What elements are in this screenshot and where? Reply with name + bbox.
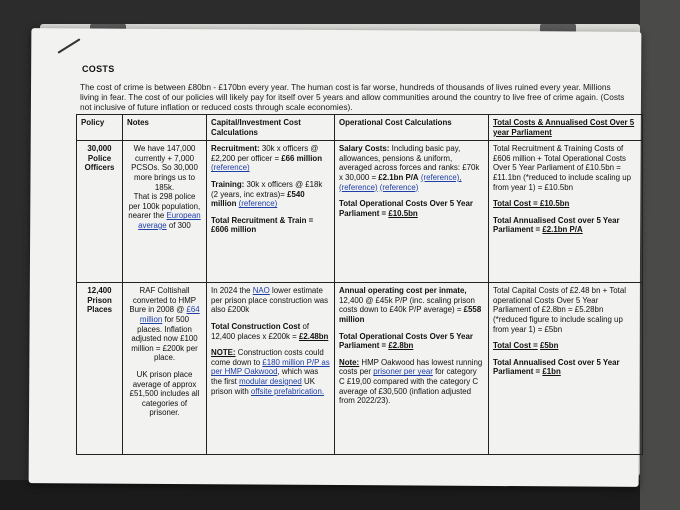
table-row-prison — [77, 283, 643, 455]
police-capital-cell: Recruitment: 30k x officers @ £2,200 per officer = £66 million (reference) Training: 30k x officers @ £18k (2 years, inc extras)= £540 million (reference) Total Recruitment & Train = £606 million — [207, 141, 335, 283]
prison-operational-cell: Annual operating cost per inmate, 12,400 @ £45k P/P (inc. scaling prison costs down to £40k P/P average) = £558 million Total Operational Costs Over 5 Year Parliament = £2.8bn Note: HMP Oakwood has lowest running costs per prisoner per year for category C £19,00 compared with the category C average of £30,500 (inflation adjusted from 2022/23). — [335, 283, 489, 455]
link-reference-recruitment[interactable]: (reference) — [211, 163, 250, 173]
header-notes: Notes — [123, 115, 207, 141]
table-header-row — [77, 115, 643, 141]
prison-capital-cell: In 2024 the NAO lower estimate per prison place construction was also £200k Total Construction Cost of 12,400 places x £200k = £2.48bn NOTE: Construction costs could come down to £180 million P/P as per HMP Oakwood, which was the first modular designed UK prison with offsite prefabrication. — [207, 283, 335, 455]
link-reference-salary-1[interactable]: (reference), — [420, 172, 462, 182]
prison-notes-cell: RAF Coltishall converted to HMP Bure in 2008 @ £64 million for 500 places. Inflation adjusted now £100 million = £200k per place. UK prison place average of approx £51,500 includes all categories of prisoner. — [123, 283, 207, 455]
header-operational: Operational Cost Calculations — [335, 115, 489, 141]
link-hmp-oakwood[interactable]: £180 million P/P as per HMP Oakwood — [211, 357, 330, 377]
intro-paragraph: The cost of crime is between £80bn - £170bn every year. The human cost is far worse, hundreds of thousands of lives ruined every year. Millions living in fear. The cost of our policies will likely pay for itself over 5 years and allow communities around the country to live free of crime again. (Costs not inclusive of future inflation or reduced costs through scale economies). — [80, 82, 625, 112]
page-heading: COSTS — [82, 64, 115, 74]
costs-table — [76, 114, 643, 455]
link-nao[interactable]: NAO — [252, 286, 270, 296]
table-row-police — [77, 141, 643, 283]
prison-total-cell: Total Capital Costs of £2.48 bn + Total operational Costs Over 5 Year Parliament of £2.8bn = £5.28bn (*reduced figure to include scaling up from year 1) = £5bn Total Cost = £5bn Total Annualised Cost over 5 Year Parliament = £1bn — [489, 283, 643, 455]
header-capital: Capital/Investment Cost Calculations — [207, 115, 335, 141]
link-prisoner-per-year[interactable]: prisoner per year — [373, 367, 433, 377]
link-reference-salary-3[interactable]: (reference) — [379, 182, 419, 192]
link-reference-training[interactable]: (reference) — [238, 199, 278, 209]
link-modular-designed[interactable]: modular designed — [239, 376, 302, 386]
prison-policy-cell: 12,400 Prison Places — [77, 283, 123, 455]
link-64-million[interactable]: £64 million — [139, 305, 200, 324]
link-offsite-prefabrication[interactable]: offsite prefabrication. — [250, 386, 325, 396]
police-notes-cell: We have 147,000 currently + 7,000 PCSOs. So 30,000 more brings us to 185k. That is 298 police per 100k population, nearer the European average of 300 — [123, 141, 207, 283]
police-policy-cell: 30,000 Police Officers — [77, 141, 123, 283]
police-operational-cell: Salary Costs: Including basic pay, allowances, pensions & uniform, averaged across forces and ranks: £70k x 30,000 = £2.1bn P/A (reference), (reference) (reference) Total Operational Costs Over 5 Year Parliament = £10.5bn — [335, 141, 489, 283]
link-european-average[interactable]: European average — [138, 211, 201, 230]
header-policy: Policy — [77, 115, 123, 141]
header-total: Total Costs & Annualised Cost Over 5 year Parliament — [489, 115, 643, 141]
police-total-cell: Total Recruitment & Training Costs of £606 million + Total Operational Costs Over 5 Year Parliament of £10.5bn = £11.1bn (*reduced to include scaling up from year 1) = £10.5bn Total Cost = £10.5bn Total Annualised Cost over 5 Year Parliament = £2.1bn P/A — [489, 141, 643, 283]
link-reference-salary-2[interactable]: (reference) — [339, 182, 378, 192]
